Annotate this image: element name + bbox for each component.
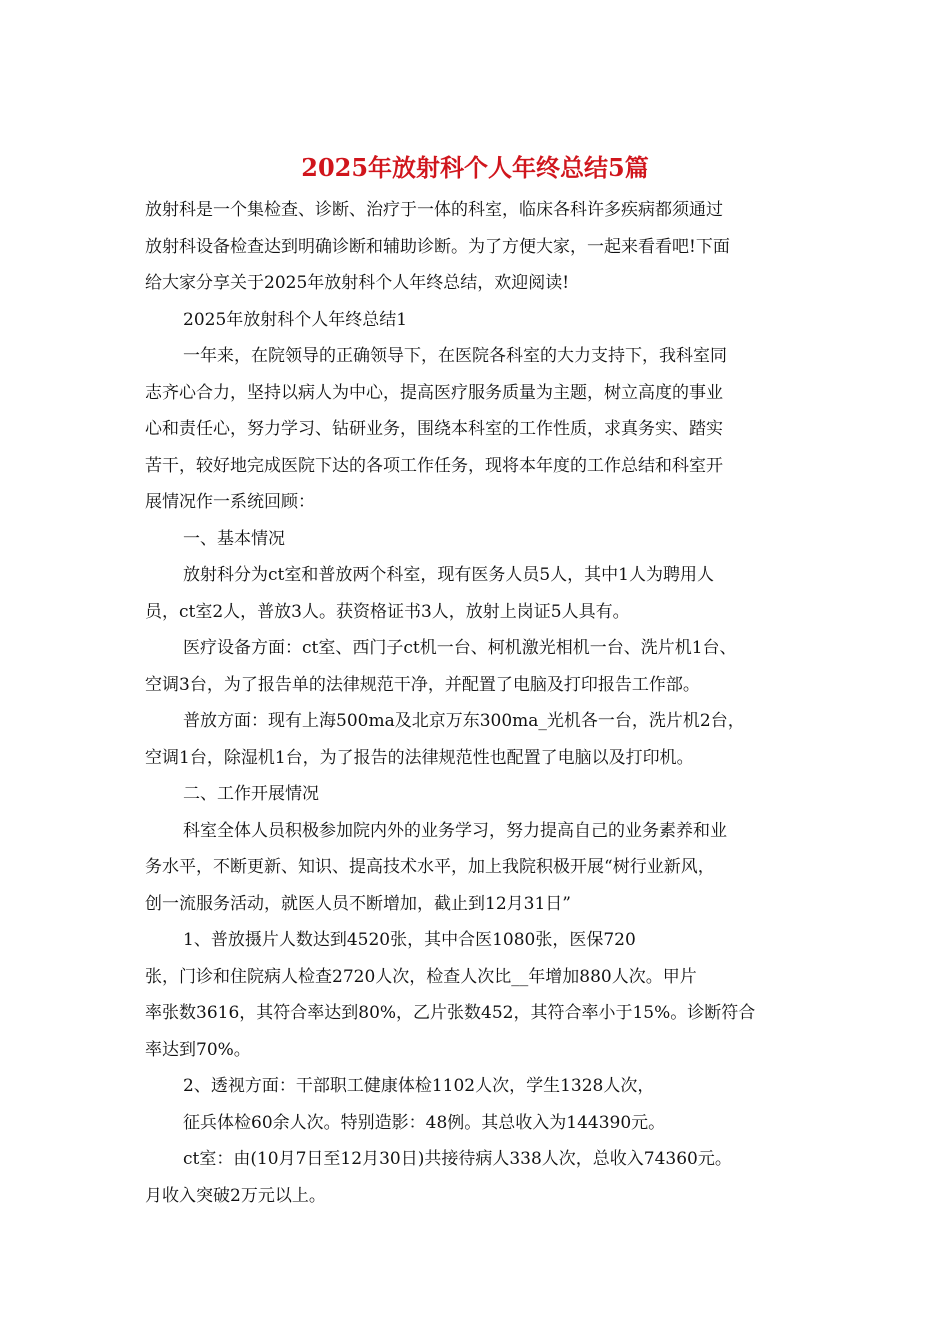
paragraph-line: 率张数3616，其符合率达到80%，乙片张数452，其符合率小于15%。诊断符合 [145, 1003, 756, 1023]
paragraph-line: 1、普放摄片人数达到4520张，其中合医1080张，医保720 [183, 930, 636, 950]
paragraph-line: 务水平，不断更新、知识、提高技术水平，加上我院积极开展“树行业新风， [145, 857, 715, 877]
paragraph-line: 放射科设备检查达到明确诊断和辅助诊断。为了方便大家，一起来看看吧!下面 [145, 236, 730, 257]
paragraph-line: 一年来，在院领导的正确领导下，在医院各科室的大力支持下，我科室同 [183, 346, 727, 366]
paragraph-line: 放射科是一个集检查、诊断、治疗于一体的科室，临床各科许多疾病都须通过 [145, 200, 723, 220]
paragraph-line: 科室全体人员积极参加院内外的业务学习，努力提高自己的业务素养和业 [183, 820, 727, 841]
paragraph-line: 率达到70%。 [145, 1039, 251, 1060]
paragraph-line: 张，门诊和住院病人检查2720人次，检查人次比__年增加880人次。甲片 [145, 966, 697, 987]
paragraph-line: 月收入突破2万元以上。 [145, 1185, 326, 1206]
paragraph-line: 空调1台，除湿机1台，为了报告的法律规范性也配置了电脑以及打印机。 [145, 747, 694, 768]
paragraph-line: 放射科分为ct室和普放两个科室，现有医务人员5人，其中1人为聘用人 [183, 565, 714, 585]
paragraph-line: 展情况作一系统回顾： [145, 492, 315, 512]
section-heading: 二、工作开展情况 [183, 784, 319, 804]
paragraph-line: 苦干，较好地完成医院下达的各项工作任务，现将本年度的工作总结和科室开 [145, 455, 723, 476]
paragraph-line: ct室：由(10月7日至12月30日)共接待病人338人次，总收入74360元。 [183, 1149, 732, 1169]
paragraph-line: 心和责任心，努力学习、钻研业务，围绕本科室的工作性质，求真务实、踏实 [145, 419, 723, 439]
paragraph-line: 征兵体检60余人次。特别造影：48例。其总收入为144390元。 [183, 1112, 666, 1133]
paragraph-line: 志齐心合力，坚持以病人为中心，提高医疗服务质量为主题，树立高度的事业 [145, 382, 723, 403]
section-heading: 2025年放射科个人年终总结1 [183, 309, 408, 330]
paragraph-line: 员，ct室2人，普放3人。获资格证书3人，放射上岗证5人具有。 [145, 601, 630, 622]
paragraph-line: 空调3台，为了报告单的法律规范干净，并配置了电脑及打印报告工作部。 [145, 674, 700, 695]
paragraph-line: 给大家分享关于2025年放射科个人年终总结，欢迎阅读! [145, 273, 570, 293]
paragraph-line: 普放方面：现有上海500ma及北京万东300ma_光机各一台，洗片机2台， [183, 711, 745, 731]
document-body [145, 192, 825, 1214]
paragraph-line: 医疗设备方面：ct室、西门子ct机一台、柯机激光相机一台、洗片机1台、 [183, 638, 737, 658]
paragraph-line: 2、透视方面：干部职工健康体检1102人次，学生1328人次， [183, 1076, 655, 1096]
document-title: 2025年放射科个人年终总结5篇 [301, 153, 649, 182]
paragraph-line: 创一流服务活动，就医人员不断增加，截止到12月31日” [145, 893, 571, 914]
section-heading: 一、基本情况 [183, 528, 285, 549]
